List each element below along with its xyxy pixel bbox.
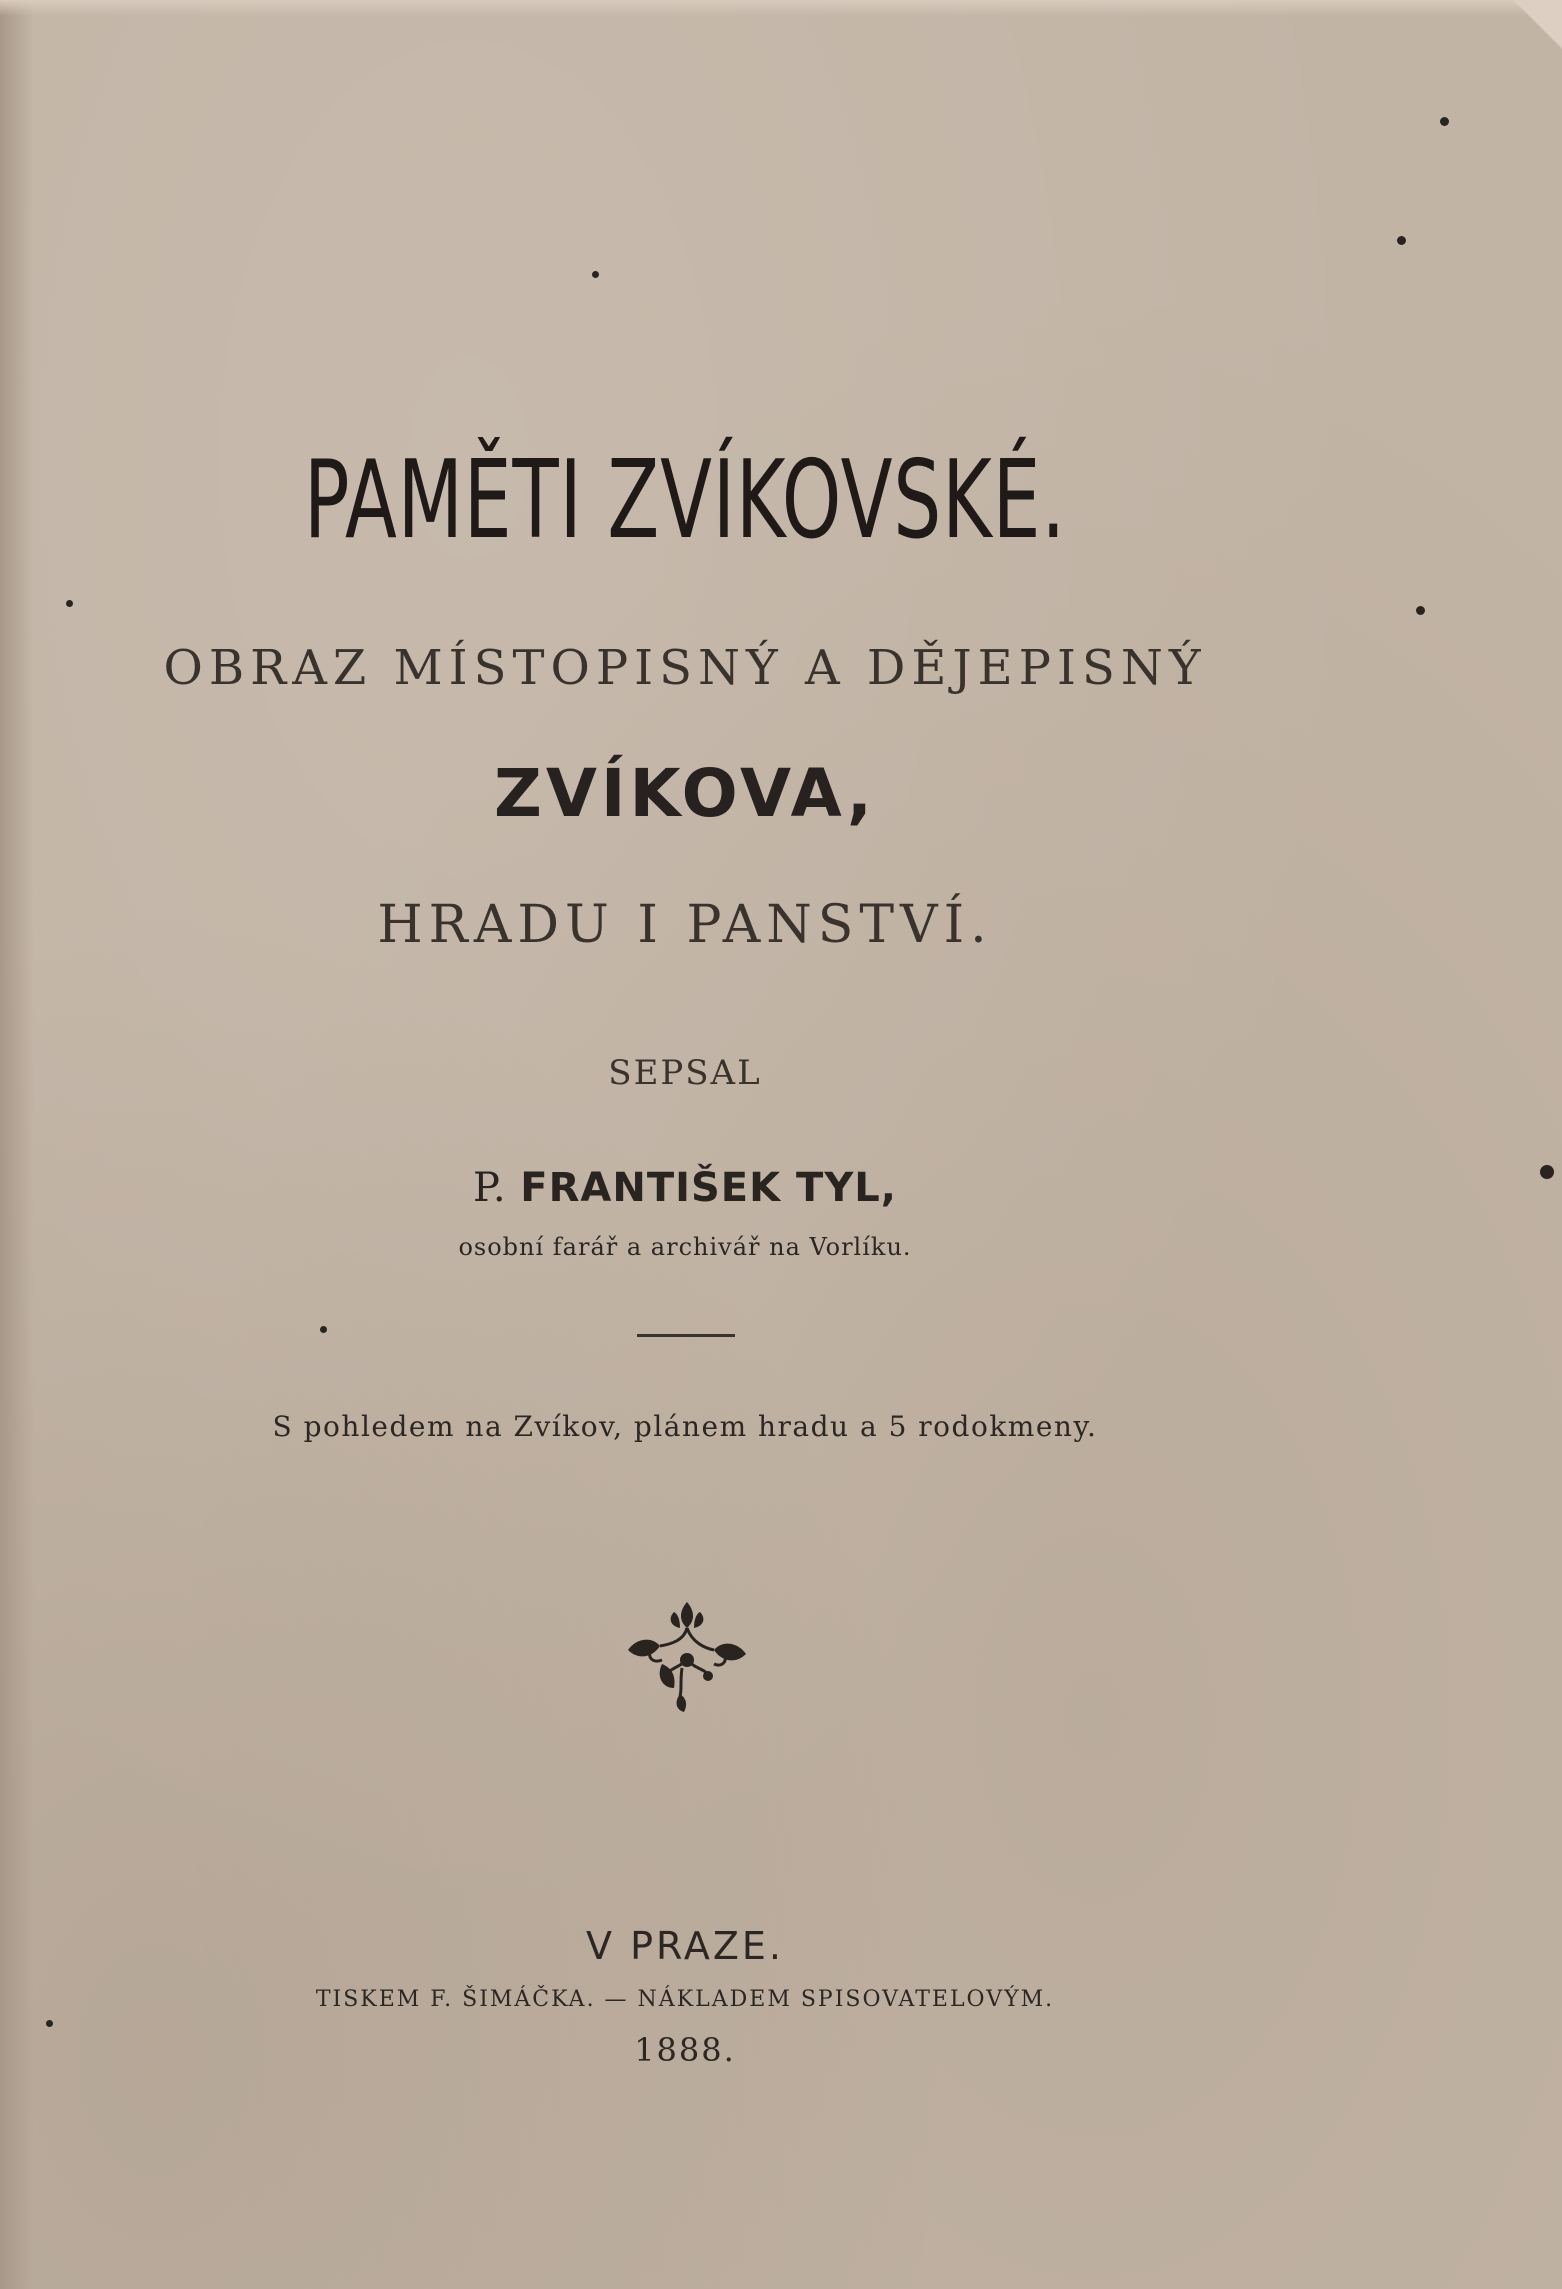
paper-speck [592,271,599,278]
author-line [0,1165,1370,1211]
floral-vignette-icon [622,1598,752,1714]
author-prefix: P. [473,1165,507,1211]
divider-rule [637,1334,735,1337]
imprint-year: 1888. [634,2031,736,2069]
paper-speck [1540,1165,1554,1179]
book-subject-place: ZVÍKOVA, [494,755,876,832]
imprint-city: V PRAZE. [586,1924,784,1968]
author-role: osobní farář a archivář na Vorlíku. [458,1233,912,1261]
book-subject-place-line2: HRADU I PANSTVÍ. [377,895,993,955]
book-subtitle: OBRAZ MÍSTOPISNÝ A DĚJEPISNÝ [163,640,1207,696]
paper-speck [320,1326,327,1333]
paper-speck [1440,117,1449,126]
byline-label: SEPSAL [608,1053,762,1093]
paper-speck [46,2020,53,2027]
paper-speck [1416,606,1425,615]
paper-speck [66,600,73,607]
book-title: PAMĚTI ZVÍKOVSKÉ. [303,438,1067,563]
worn-corner [1502,0,1562,60]
paper-edge-top [0,0,1562,16]
author-name: FRANTIŠEK TYL, [520,1165,897,1211]
imprint-printer: TISKEM F. ŠIMÁČKA. — NÁKLADEM SPISOVATELOVÝM. [315,1987,1055,2012]
paper-speck [1397,236,1406,245]
illustrations-note: S pohledem na Zvíkov, plánem hradu a 5 rodokmeny. [272,1410,1098,1443]
